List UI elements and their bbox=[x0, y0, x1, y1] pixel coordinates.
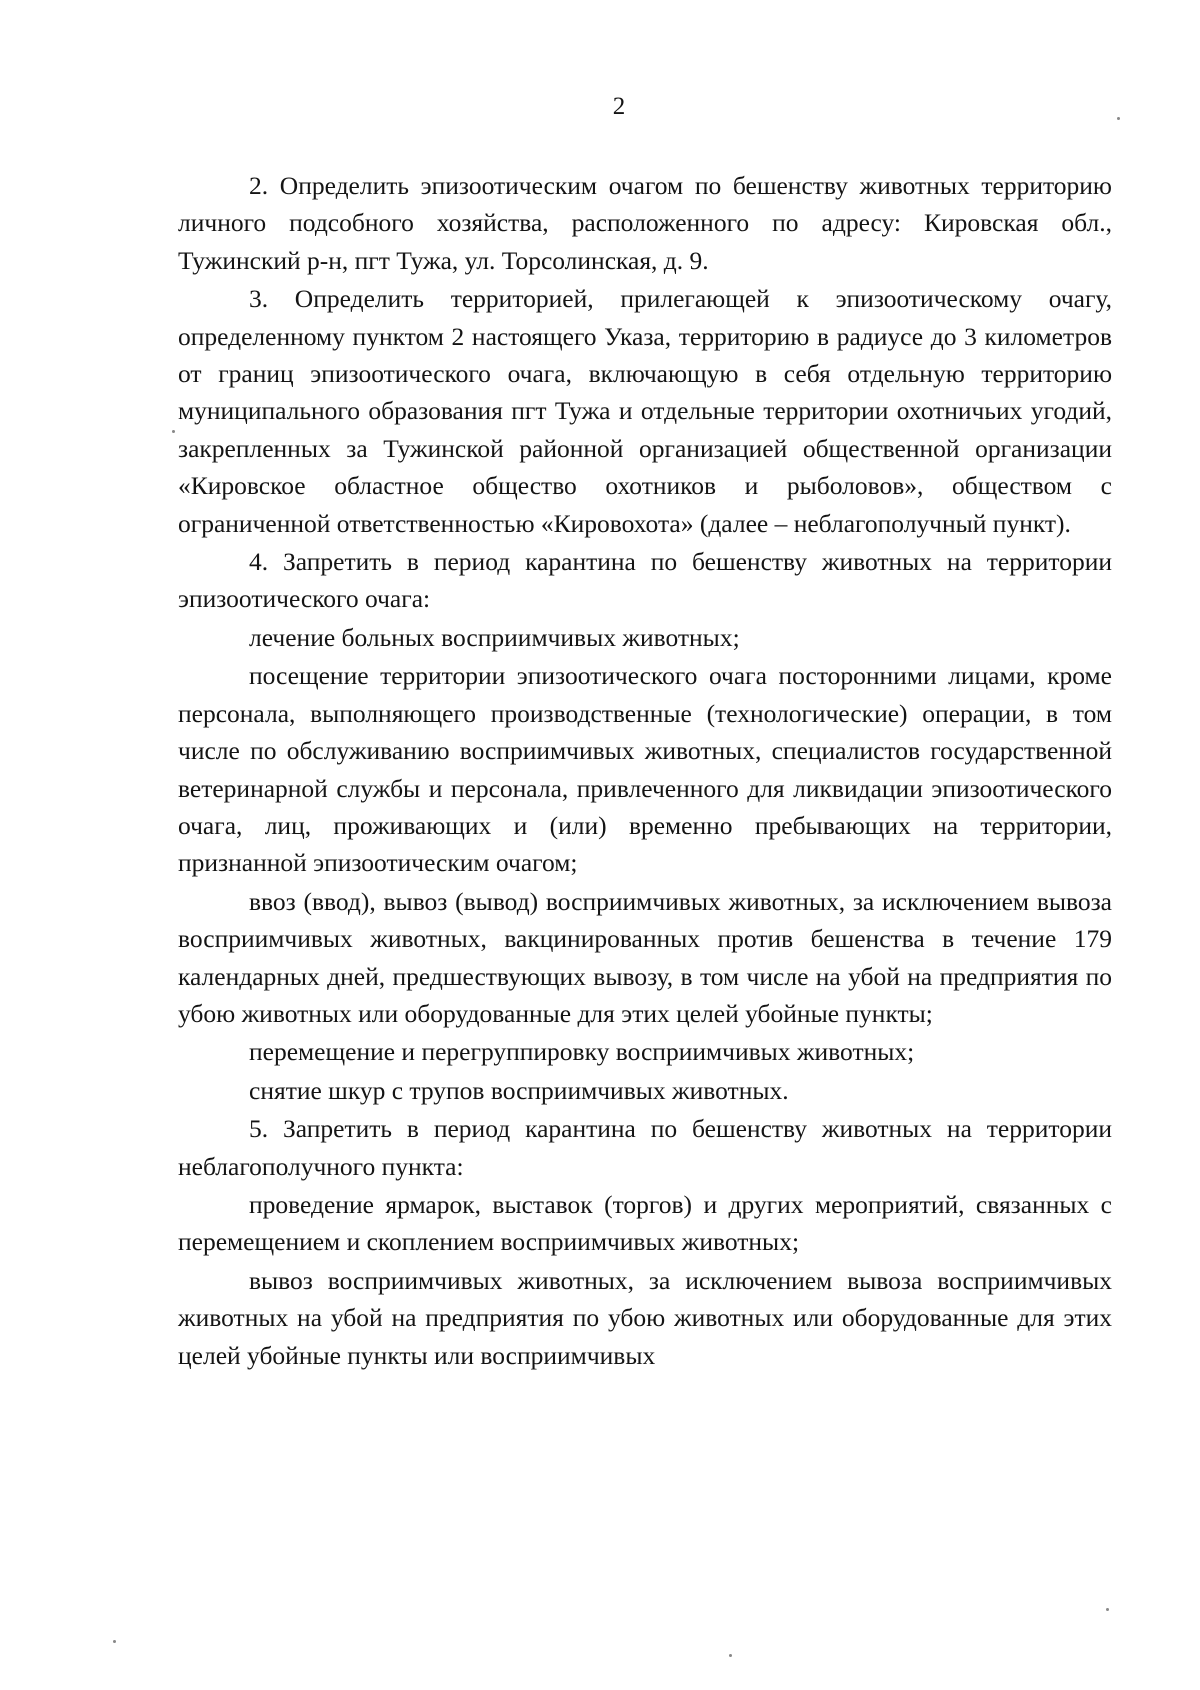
scan-speck bbox=[1117, 117, 1120, 120]
paragraph-5-prohibitions-point: 5. Запретить в период карантина по бешенству животных на территории неблагополучного пункта: bbox=[178, 1114, 1112, 1181]
paragraph-3-adjacent-territory: 3. Определить территорией, прилегающей к эпизоотическому очагу, определенному пунктом 2 настоящего Указа, территорию в радиусе до 3 километров от границ эпизоотического очага, включающую в себя отдельную территорию муниципального образования пгт Тужа и отдельные территории охотничьих угодий, закрепленных за Тужинской районной организацией общественной организации «Кировское областное общество охотников и рыболовов», обществом с ограниченной ответственностью «Кировохота» (далее – неблагополучный пункт). bbox=[178, 284, 1112, 538]
list-item-visits: посещение территории эпизоотического очага посторонними лицами, кроме персонала, выполняющего производственные (технологические) операции, в том числе по обслуживанию восприимчивых животных, специалистов государственной ветеринарной службы и персонала, привлеченного для ликвидации эпизоотического очага, лиц, проживающих и (или) временно пребывающих на территории, признанной эпизоотическим очагом; bbox=[178, 661, 1112, 878]
paragraph-2-epizootic-focus: 2. Определить эпизоотическим очагом по бешенству животных территорию личного подсобного хозяйства, расположенного по адресу: Кировская обл., Тужинский р-н, пгт Тужа, ул. Торсолинская, д. 9. bbox=[178, 171, 1112, 275]
document-body bbox=[178, 167, 1112, 1374]
scan-speck bbox=[729, 1654, 732, 1657]
list-item-import-export: ввоз (ввод), вывоз (вывод) восприимчивых животных, за исключением вывоза восприимчивых животных, вакцинированных против бешенства в течение 179 календарных дней, предшествующих вывозу, в том числе на убой на предприятия по убою животных или оборудованные для этих целей убойные пункты; bbox=[178, 886, 1112, 1028]
scan-speck bbox=[1106, 1608, 1109, 1611]
scan-speck bbox=[113, 1640, 116, 1643]
list-item-export-slaughter: вывоз восприимчивых животных, за исключением вывоза восприимчивых животных на убой на предприятия по убою животных или оборудованные для этих целей убойные пункты или восприимчивых bbox=[178, 1265, 1112, 1370]
list-item-skinning: снятие шкур с трупов восприимчивых животных. bbox=[249, 1075, 789, 1105]
list-item-treatment: лечение больных восприимчивых животных; bbox=[249, 622, 740, 652]
list-item-regrouping: перемещение и перегруппировку восприимчивых животных; bbox=[249, 1037, 915, 1067]
page-number: 2 bbox=[612, 93, 626, 120]
scan-speck bbox=[172, 430, 175, 433]
list-item-fairs: проведение ярмарок, выставок (торгов) и других мероприятий, связанных с перемещением и скоплением восприимчивых животных; bbox=[178, 1189, 1112, 1257]
paragraph-4-prohibitions-focus: 4. Запретить в период карантина по бешенству животных на территории эпизоотического очага: bbox=[178, 547, 1112, 614]
